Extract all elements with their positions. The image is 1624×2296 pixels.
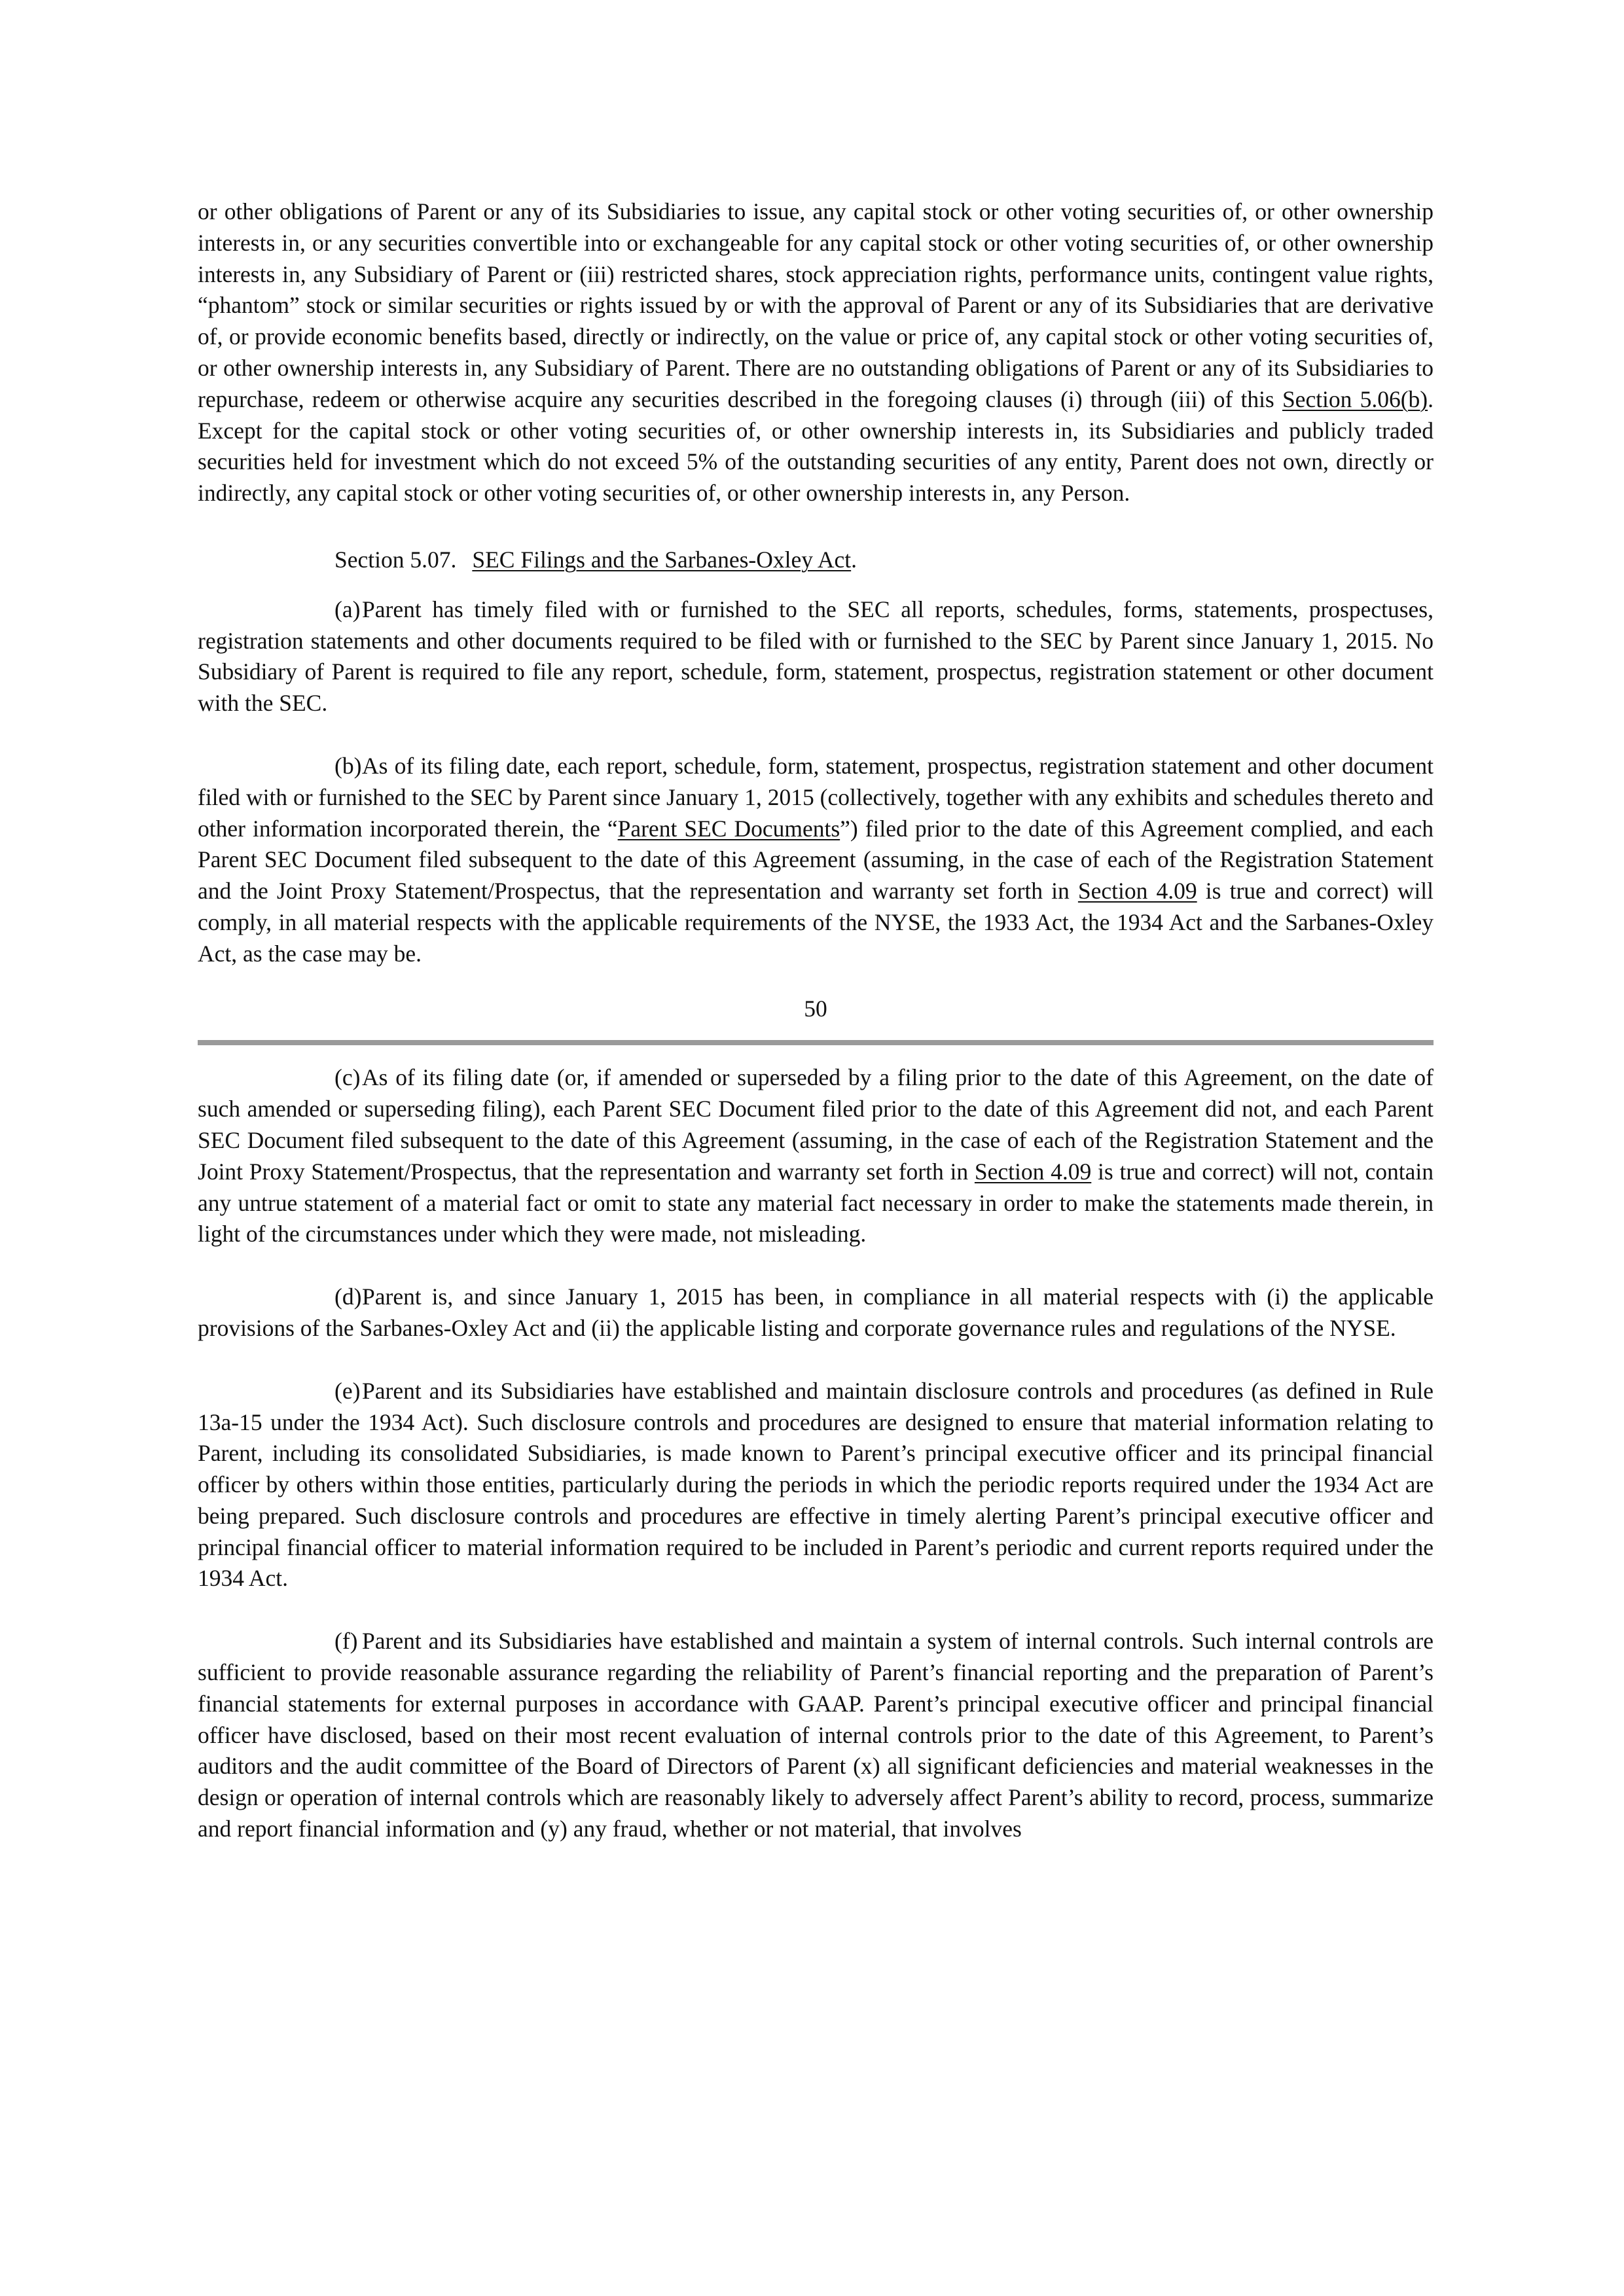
section-reference-link[interactable]: Section 5.06(b) [1282,386,1428,412]
paragraph-d [198,1282,1434,1344]
page-number: 50 [804,995,827,1022]
paragraph-c [198,1062,1434,1250]
paragraph-label: (b) [334,752,362,779]
paragraph-text: is true and correct) will comply, in all material respects with the applicable requirements of the NYSE, the 1933 Act, the 1934 Act and the Sarbanes-Oxley Act, as the case may be. [198,878,1434,967]
paragraph-text: . Except for the capital stock or other voting securities of, or other ownership interests in, its Subsidiaries and publicly traded securities held for investment which do not exceed 5% of the outstanding securities of any entity, Parent does not own, directly or indirectly, any capital stock or other voting securities of, or other ownership interests in, any Person. [198,386,1434,507]
paragraph-text: or other obligations of Parent or any of its Subsidiaries to issue, any capital stock or other voting securities of, or other ownership interests in, or any securities convertible into or exchangeable for any capital stock or other voting securities of, or other ownership interests in, any Subsidiary of Parent or (iii) restricted shares, stock appreciation rights, performance units, contingent value rights, “phantom” stock or similar securities or rights issued by or with the approval of Parent or any of its Subsidiaries that are derivative of, or provide economic benefits based, directly or indirectly, on the value or price of, any capital stock or other voting securities of, or other ownership interests in, any Subsidiary of Parent. There are no outstanding obligations of Parent or any of its Subsidiaries to repurchase, redeem or otherwise acquire any securities described in the foregoing clauses (i) through (iii) of this [198,198,1434,412]
paragraph-label: (a) [334,596,361,622]
paragraph-text: Parent and its Subsidiaries have established and maintain disclosure controls and procedures (as defined in Rule 13a-15 under the 1934 Act). Such disclosure controls and procedures are designed to ensure that material information relating to Parent, including its consolidated Subsidiaries, is made known to Parent’s principal executive officer and its principal financial officer by others within those entities, particularly during the periods in which the periodic reports required under the 1934 Act are being prepared. Such disclosure controls and procedures are effective in timely alerting Parent’s principal executive officer and principal financial officer to material information required to be included in Parent’s periodic and current reports required under the 1934 Act. [198,1377,1434,1592]
page-break-divider [198,1040,1434,1045]
paragraph-label: (e) [334,1377,361,1404]
section-title: SEC Filings and the Sarbanes-Oxley Act [472,546,852,573]
section-reference-link[interactable]: Section 4.09 [974,1158,1092,1185]
paragraph-f [198,1626,1434,1845]
paragraph-text: Parent is, and since January 1, 2015 has been, in compliance in all material respects with (i) the applicable provisions of the Sarbanes-Oxley Act and (ii) the applicable listing and corporate governance rules and regulations of the NYSE. [198,1283,1434,1341]
section-number: Section 5.07. [334,546,457,573]
paragraph-text: is true and correct) will not, contain any untrue statement of a material fact or omit to state any material fact necessary in order to make the statements made therein, in light of the circumstances under which they were made, not misleading. [198,1158,1434,1247]
paragraph-text: As of its filing date (or, if amended or superseded by a filing prior to the date of this Agreement, on the date of such amended or superseding filing), each Parent SEC Document filed prior to the date of this Agreement did not, and each Parent SEC Document filed subsequent to the date of this Agreement (assuming, in the case of each of the Registration Statement and the Joint Proxy Statement/Prospectus, that the representation and warranty set forth in [198,1064,1434,1185]
paragraph-label: (d) [334,1283,362,1310]
paragraph-label: (f) [334,1628,358,1655]
continued-paragraph [198,196,1434,509]
paragraph-text: Parent and its Subsidiaries have established and maintain a system of internal controls. Such internal controls are sufficient to provide reasonable assurance regarding the reliability of Parent’s financial reporting and the preparation of Parent’s financial statements for external purposes in accordance with GAAP. Parent’s principal executive officer and principal financial officer have disclosed, based on their most recent evaluation of internal controls prior to the date of this Agreement, to Parent’s auditors and the audit committee of the Board of Directors of Parent (x) all significant deficiencies and material weaknesses in the design or operation of internal controls which are reasonably likely to adversely affect Parent’s ability to record, process, summarize and report financial information and (y) any fraud, whether or not material, that involves [198,1628,1434,1842]
paragraph-text: Parent has timely filed with or furnished to the SEC all reports, schedules, forms, statements, prospectuses, registration statements and other documents required to be filed with or furnished to the SEC by Parent since January 1, 2015. No Subsidiary of Parent is required to file any report, schedule, form, statement, prospectus, registration statement or other document with the SEC. [198,596,1434,717]
paragraph-b [198,751,1434,970]
paragraph-text: ”) filed prior to the date of this Agreement complied, and each Parent SEC Document filed subsequent to the date of this Agreement (assuming, in the case of each of the Registration Statement and the Joint Proxy Statement/Prospectus, that the representation and warranty set forth in [198,815,1434,905]
paragraph-a [198,594,1434,719]
section-title-period: . [851,546,857,573]
defined-term: Parent SEC Documents [617,815,840,842]
section-heading [198,545,1434,576]
section-reference-link[interactable]: Section 4.09 [1077,878,1197,905]
paragraph-e [198,1376,1434,1595]
document-page [198,196,1434,1876]
paragraph-text: As of its filing date, each report, schedule, form, statement, prospectus, registration statement and other document filed with or furnished to the SEC by Parent since January 1, 2015 (collectively, together with any exhibits and schedules thereto and other information incorporated therein, the “ [198,752,1434,842]
paragraph-label: (c) [334,1064,361,1091]
